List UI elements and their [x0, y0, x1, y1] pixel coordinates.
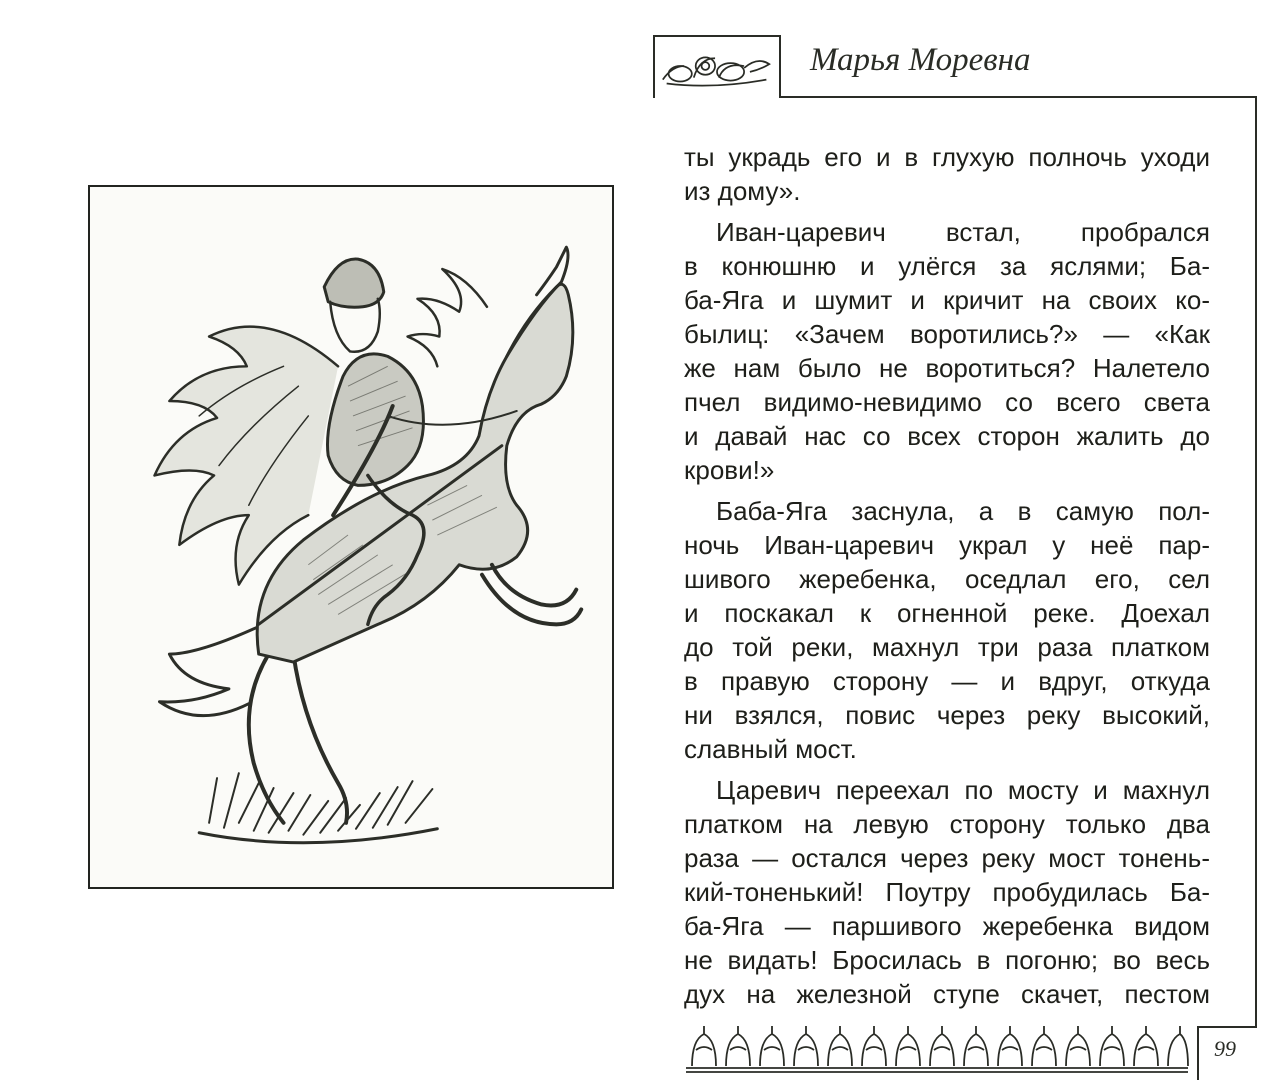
text-line: Иван-царевич встал, пробрался: [716, 217, 1210, 247]
lattice-ornament-icon: [682, 1020, 1192, 1078]
text-line: же нам было не воротиться? Налетело: [684, 353, 1210, 383]
footer-ornament: [682, 1020, 1192, 1078]
horse-mane: [408, 269, 487, 366]
text-line: былиц: «Зачем воротились?» — «Как: [684, 319, 1210, 349]
text-line: в правую сторону — и вдруг, откуда: [684, 666, 1210, 696]
grass-tuft: [199, 773, 437, 843]
text-line: раза — остался через реку мост тонень-: [684, 843, 1210, 873]
text-line: кий-тоненький! Поутру пробудилась Ба-: [684, 877, 1210, 907]
ornament-motif-row: [692, 1026, 1188, 1066]
illustration-frame: [88, 185, 614, 889]
text-line: и давай нас со всех сторон жалить до: [684, 421, 1210, 451]
page-number: 99: [1214, 1036, 1236, 1061]
text-line: ты украдь его и в глухую полночь уходи: [684, 142, 1210, 172]
running-title: Марья Моревна: [810, 42, 1031, 78]
paragraph-gap: [684, 766, 1210, 773]
text-line: ба-Яга — паршивого жеребенка видом: [684, 911, 1210, 941]
text-line: и поскакал к огненной реке. Доехал: [684, 598, 1210, 628]
paragraph-gap: [684, 208, 1210, 215]
header-ornament-tab: [653, 35, 781, 98]
text-line: Царевич переехал по мосту и махнул: [716, 775, 1210, 805]
horse-front-legs: [482, 565, 581, 625]
text-line: до той реки, махнул три раза платком: [684, 632, 1210, 662]
text-line: шивого жеребенка, оседлал его, сел: [684, 564, 1210, 594]
horse-hind-legs: [249, 654, 347, 823]
text-line: платком на левую сторону только два: [684, 809, 1210, 839]
folio-frame-left: [1197, 1026, 1199, 1080]
body-text: [684, 140, 1210, 1011]
winged-rider-illustration: [90, 187, 612, 887]
horse-tail: [159, 624, 263, 715]
text-line: дух на железной ступе скачет, пестом: [684, 979, 1210, 1009]
text-line: славный мост.: [684, 734, 857, 764]
paragraph-gap: [684, 487, 1210, 494]
header-rule: [781, 96, 1257, 98]
text-line: Баба-Яга заснула, а в самую пол-: [716, 496, 1210, 526]
text-line: пчел видимо-невидимо со всего света: [684, 387, 1210, 417]
folio-frame-top: [1197, 1026, 1257, 1028]
floral-ornament-icon: [655, 37, 779, 98]
text-line: в конюшню и улёгся за яслями; Ба-: [684, 251, 1210, 281]
text-line: не видать! Бросилась в погоню; во весь: [684, 945, 1210, 975]
text-line: из дому».: [684, 176, 801, 206]
text-line: крови!»: [684, 455, 775, 485]
rider-helmet: [324, 259, 384, 307]
text-line: ни взялся, повис через реку высокий,: [684, 700, 1210, 730]
text-line: ба-Яга и шумит и кричит на своих ко-: [684, 285, 1210, 315]
rider-body: [327, 354, 423, 485]
text-line: ночь Иван-царевич украл у неё пар-: [684, 530, 1210, 560]
page-frame-right: [1255, 96, 1257, 1026]
